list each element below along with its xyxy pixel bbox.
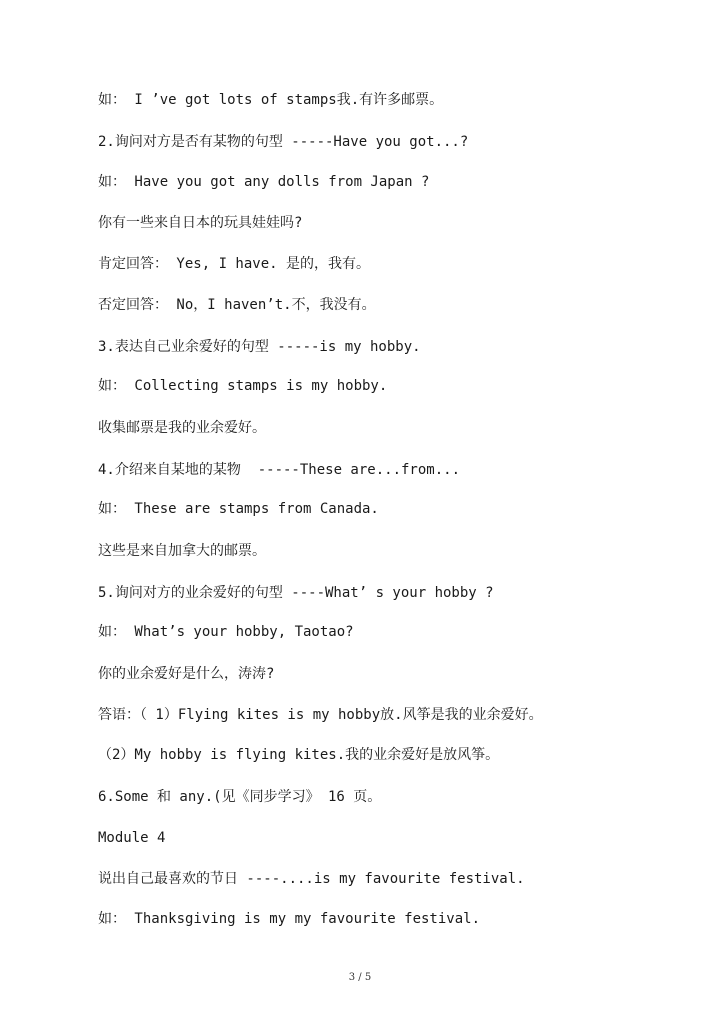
text-line: 2.询问对方是否有某物的句型 -----Have you got...? [98,134,469,150]
text-line: 5.询问对方的业余爱好的句型 ----What’ s your hobby ? [98,585,494,601]
text-line: 你有一些来自日本的玩具娃娃吗? [98,215,303,231]
page-number: 3 / 5 [348,972,372,983]
section-heading: Module 4 [98,830,166,846]
text-line: 说出自己最喜欢的节日 ----....is my favourite festival. [98,871,525,887]
text-line: 这些是来自加拿大的邮票。 [98,543,266,559]
text-line: 4.介绍来自某地的某物 -----These are...from... [98,462,461,478]
text-line: 肯定回答： Yes, I have. 是的，我有。 [98,256,371,272]
text-line: 如： Have you got any dolls from Japan ? [98,174,430,190]
text-line: 如： I ’ve got lots of stamps我.有许多邮票。 [98,92,444,108]
text-line: 收集邮票是我的业余爱好。 [98,420,266,436]
text-line: （2）My hobby is flying kites.我的业余爱好是放风筝。 [98,747,500,763]
text-line: 如： What’s your hobby, Taotao? [98,624,354,640]
text-line: 否定回答： No，I haven’t.不，我没有。 [98,297,376,313]
text-line: 如： Collecting stamps is my hobby. [98,378,388,394]
text-line: 如： Thanksgiving is my my favourite festival. [98,911,481,927]
text-line: 答语：（ 1）Flying kites is my hobby放.风筝是我的业余爱好。 [98,707,543,723]
text-line: 3.表达自己业余爱好的句型 -----is my hobby. [98,339,421,355]
text-line: 如： These are stamps from Canada. [98,501,379,517]
text-line: 你的业余爱好是什么，涛涛? [98,666,275,682]
text-line: 6.Some 和 any.(见《同步学习》 16 页。 [98,789,382,805]
